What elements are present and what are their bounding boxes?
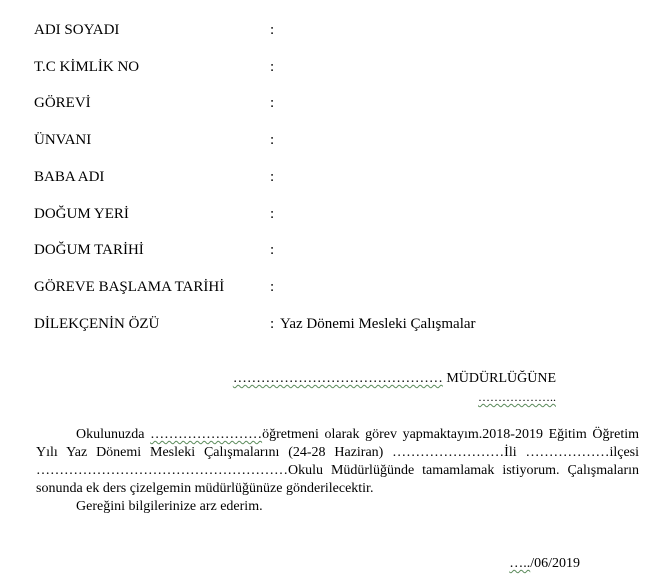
field-colon: : [270,22,275,38]
field-label: DOĞUM YERİ [34,206,129,222]
petition-body [36,426,639,516]
school-name-dots: …………………… [150,427,263,442]
field-value: Yaz Dönemi Mesleki Çalışmalar [280,316,476,332]
body-segment: öğretmeni olarak görev yapmaktayım.2018-2019 Eğitim Öğretim Yılı Yaz Dönemi Mesleki Çalışmalarını (24-28 Haziran) ……………………İli ………………ilçesi ………………………………………………Okulu Müdürlüğünde tamamlamak istiyorum. Çalışmaların sonunda ek ders çizelgemin müdürlüğünüze gönderilecektir. [36,427,639,496]
field-colon: : [270,95,275,111]
recipient-dots: ……………………………………… [232,371,443,386]
field-label: T.C KİMLİK NO [34,59,140,75]
recipient-dots-second-line: ……………….. [478,390,556,404]
field-colon: : [270,206,275,222]
body-segment: Okulunuzda [76,427,145,442]
field-label: DOĞUM TARİHİ [34,242,144,258]
field-colon: : [270,132,275,148]
field-label: ADI SOYADI [34,22,120,38]
date-day-dots: ….. [509,556,531,571]
field-label: GÖREVE BAŞLAMA TARİHİ [34,279,225,295]
date-line [509,555,580,573]
field-label: DİLEKÇENİN ÖZÜ [34,316,160,332]
field-label: GÖREVİ [34,95,91,111]
field-colon: : [270,316,275,332]
field-label: ÜNVANI [34,132,92,148]
field-colon: : [270,242,275,258]
field-colon: : [270,279,275,295]
field-colon: : [270,59,275,75]
body-paragraph [36,426,639,498]
field-colon: : [270,169,275,185]
recipient-title: MÜDÜRLÜĞÜNE [446,371,556,386]
recipient-content [233,370,556,388]
closing-paragraph: Gereğini bilgilerinize arz ederim. [76,499,263,514]
date-text: /06/2019 [530,556,580,571]
field-label: BABA ADI [34,169,105,185]
